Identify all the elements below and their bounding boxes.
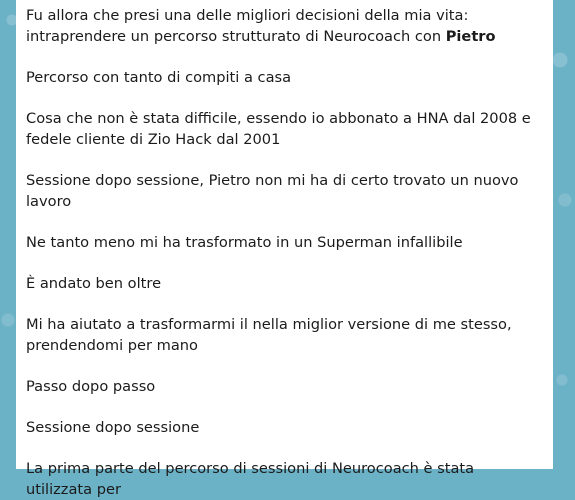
message-paragraph-2: Percorso con tanto di compiti a casa (26, 69, 292, 86)
message-paragraph-9: Sessione dopo sessione (26, 419, 200, 436)
message-paragraph-1 (26, 5, 543, 47)
message-paragraph-8: Passo dopo passo (26, 378, 156, 395)
message-paragraph-5: Ne tanto meno mi ha trasformato in un Superman infallibile (26, 234, 463, 251)
bold-name: Pietro (445, 28, 496, 45)
message-paragraph-4: Sessione dopo sessione, Pietro non mi ha di certo trovato un nuovo lavoro (26, 172, 519, 210)
paragraph-text: Fu allora che presi una delle migliori decisioni della mia vita: intraprendere un percorso strutturato di Neurocoach con (26, 7, 469, 45)
message-bubble[interactable] (16, 0, 553, 498)
message-paragraph-10: La prima parte del percorso di sessioni di Neurocoach è stata utilizzata per (26, 460, 475, 498)
message-paragraph-6: È andato ben oltre (26, 275, 162, 292)
message-paragraph-7: Mi ha aiutato a trasformarmi il nella miglior versione di me stesso, prendendomi per mano (26, 316, 512, 354)
message-paragraph-3: Cosa che non è stata difficile, essendo io abbonato a HNA dal 2008 e fedele cliente di Zio Hack dal 2001 (26, 110, 531, 148)
